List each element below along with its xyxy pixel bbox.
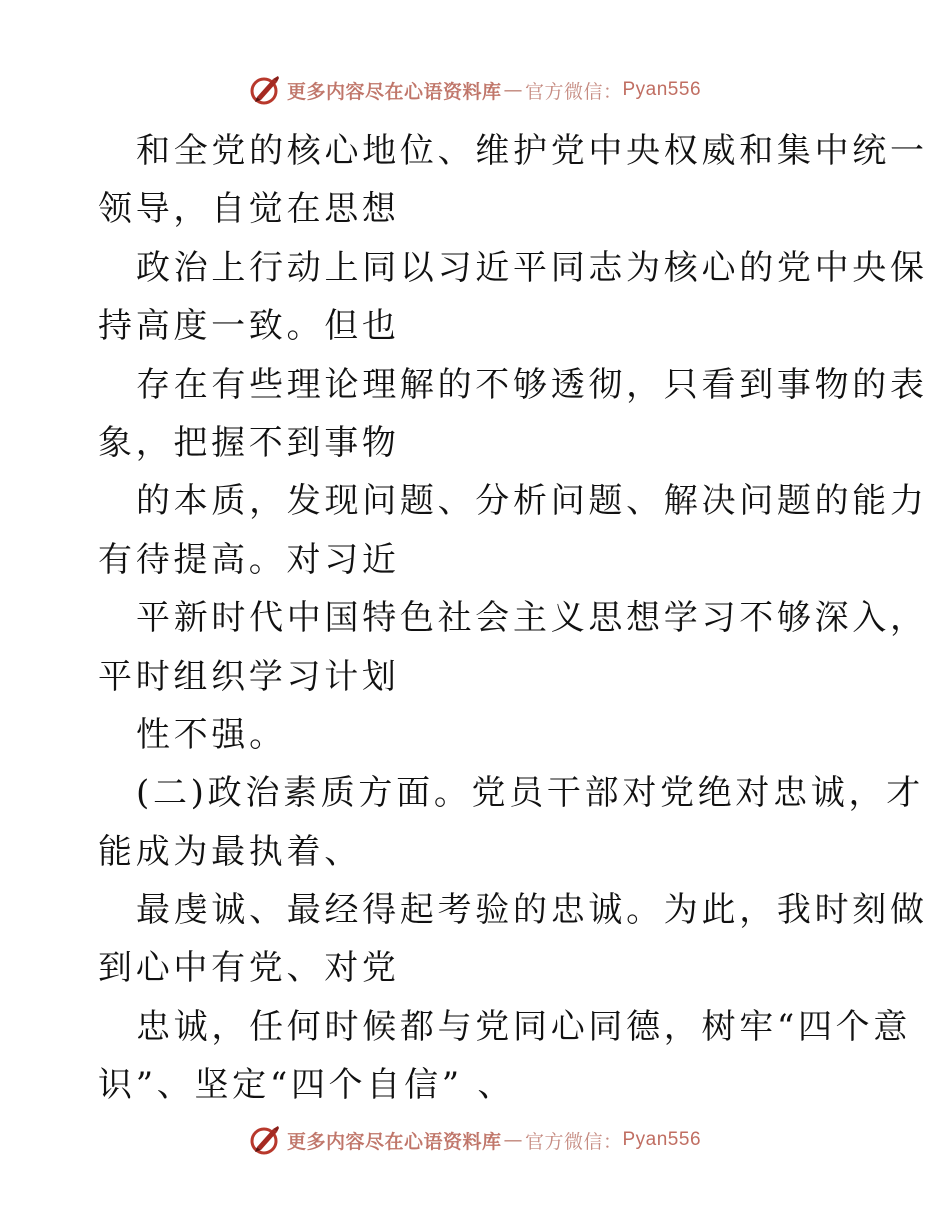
text-line: 持高度一致。但也 (98, 306, 400, 347)
text-line: 存在有些理论理解的不够透彻，只看到事物的表 (136, 364, 928, 405)
watermark-dash: — (503, 79, 523, 101)
footer-watermark (0, 1120, 950, 1160)
watermark-account-label: 官方微信： (524, 1130, 623, 1153)
text-line: 平时组织学习计划 (98, 656, 400, 697)
text-line: 的本质，发现问题、分析问题、解决问题的能力 (136, 481, 928, 522)
text-line: 平新时代中国特色社会主义思想学习不够深入， (136, 598, 928, 639)
text-line: (二)政治素质方面。党员干部对党绝对忠诚，才 (136, 773, 924, 814)
header-watermark (0, 70, 950, 110)
text-line: 性不强。 (136, 714, 287, 755)
text-line: 和全党的核心地位、维护党中央权威和集中统一 (136, 131, 928, 171)
text-line: 象，把握不到事物 (98, 422, 400, 463)
text-line: 有待提高。对习近 (98, 539, 400, 580)
text-line: 能成为最执着、 (98, 831, 362, 872)
pen-logo-icon (249, 1123, 283, 1157)
text-line: 识”、坚定“四个自信” 、 (98, 1065, 516, 1106)
text-line: 政治上行动上同以习近平同志为核心的党中央保 (136, 247, 928, 288)
watermark-dash: — (503, 1129, 523, 1151)
text-line: 到心中有党、对党 (98, 948, 400, 989)
pen-logo-icon (249, 73, 283, 107)
watermark-text: 更多内容尽在心语资料库 (286, 1130, 502, 1153)
watermark-account-id: Pyan556 (622, 1129, 702, 1150)
watermark-text: 更多内容尽在心语资料库 (286, 80, 502, 103)
watermark-account-label: 官方微信： (524, 80, 623, 103)
document-body (98, 122, 928, 1115)
text-line: 领导，自觉在思想 (98, 189, 400, 230)
watermark-account-id: Pyan556 (622, 79, 702, 100)
text-line: 忠诚，任何时候都与党同心同德，树牢“四个意 (136, 1006, 912, 1047)
text-line: 最虔诚、最经得起考验的忠诚。为此，我时刻做 (136, 890, 928, 931)
